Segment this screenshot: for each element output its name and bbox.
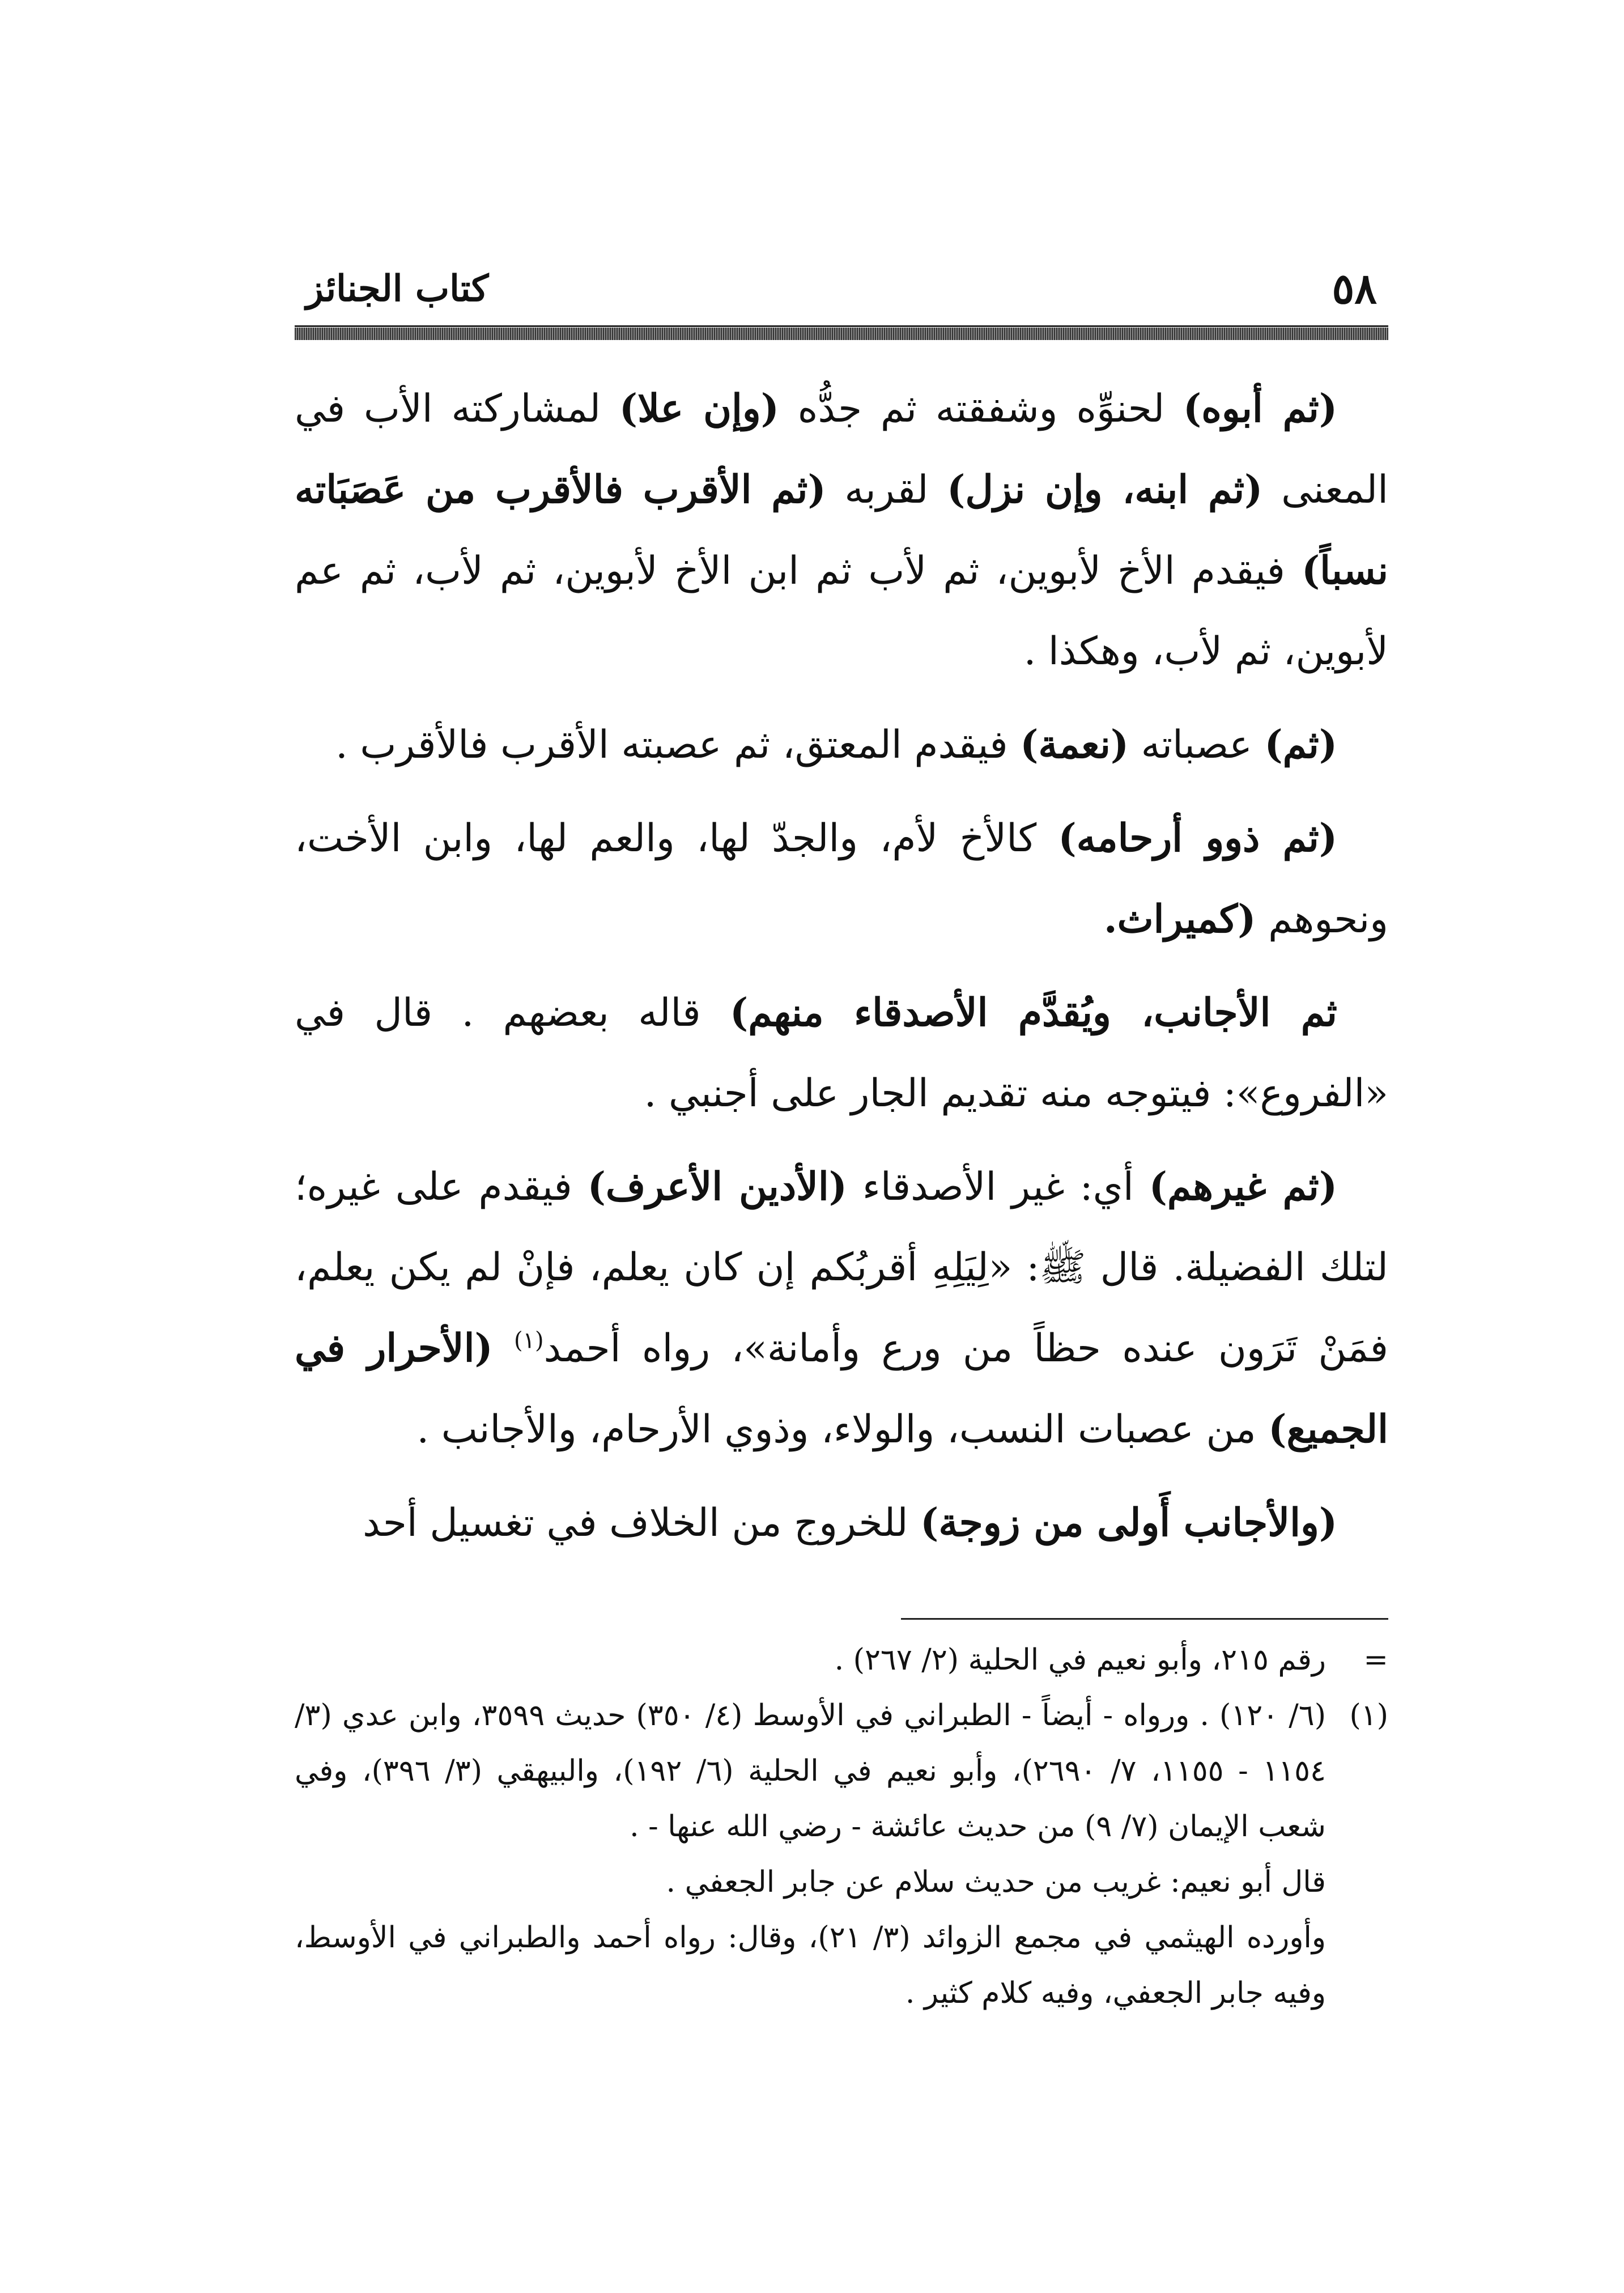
footnote-number: (١) <box>1349 1698 1388 1733</box>
sharh-text: أي: غير الأصدقاء <box>847 1165 1149 1209</box>
sharh-text: فيقدم على غيره؛ لتلك الفضيلة. قال ﷺ: «لِيَلِهِ أقربُكم إن كان يعلم، فإنْ لم يكن يعلم، فمَنْ تَرَون عنده حظاً من ورع وأمانة»، رواه أحمد <box>295 1165 1388 1371</box>
sharh-text: كالأخ لأم، والجدّ لها، والعم لها، وابن الأخت، ونحوهم <box>295 816 1388 942</box>
sharh-text: لقربه <box>826 468 947 512</box>
matn-text: (الأدين الأعرف) <box>587 1164 847 1209</box>
footnote-reference[interactable]: (١) <box>513 1327 544 1354</box>
footnote-text: قال أبو نعيم: غريب من حديث سلام عن جابر الجعفي . <box>666 1865 1326 1899</box>
footnote-1-line-2 <box>295 1854 1388 1910</box>
page-header <box>295 258 1388 326</box>
main-text <box>295 368 1388 1576</box>
paragraph-2 <box>295 704 1388 785</box>
matn-text: (نعمة) <box>1020 722 1129 767</box>
footnote-separator <box>901 1618 1388 1620</box>
paragraph-3 <box>295 798 1388 960</box>
sharh-text: فيقدم المعتق، ثم عصبته الأقرب فالأقرب . <box>335 723 1021 767</box>
page-number: ٥٨ <box>1332 265 1377 313</box>
sharh-text: لحنوِّه وشفقته ثم جدُّه <box>779 387 1184 431</box>
sharh-text: من عصبات النسب، والولاء، وذوي الأرحام، والأجانب . <box>416 1407 1269 1452</box>
sharh-text: قاله بعضهم . قال في «الفروع»: فيتوجه منه تقديم الجار على أجنبي . <box>295 991 1388 1116</box>
paragraph-6 <box>295 1483 1388 1564</box>
matn-text: (كميراث. <box>1103 897 1256 942</box>
matn-text: ثم الأجانب، ويُقدَّم الأصدقاء منهم) <box>730 990 1337 1035</box>
sharh-text: عصباته <box>1129 723 1265 767</box>
matn-text: (وإن علا) <box>619 386 779 431</box>
footnote-text: رقم ٢١٥، وأبو نعيم في الحلية (٢/ ٢٦٧) . <box>834 1643 1326 1677</box>
header-rule <box>295 325 1388 327</box>
paragraph-5 <box>295 1146 1388 1470</box>
matn-text: (والأجانب أَولى من زوجة) <box>920 1500 1337 1545</box>
matn-text: (ثم أبوه) <box>1183 386 1338 431</box>
paragraph-4 <box>295 973 1388 1134</box>
header-rule-pattern <box>295 328 1388 340</box>
sharh-text: للخروج من الخلاف في تغسيل أحد <box>363 1501 921 1545</box>
paragraph-1 <box>295 368 1388 692</box>
footnote-text: وأورده الهيثمي في مجمع الزوائد (٣/ ٢١)، وقال: رواه أحمد والطبراني في الأوسط، وفيه جابر الجعفي، وفيه كلام كثير . <box>295 1921 1326 2010</box>
matn-text: (ثم ابنه، وإن نزل) <box>947 467 1263 512</box>
continuation-mark: = <box>1363 1643 1388 1677</box>
footnote-text: (٦/ ١٢٠) . ورواه - أيضاً - الطبراني في الأوسط (٤/ ٣٥٠) حديث ٣٥٩٩، وابن عدي (٣/ ١١٥٤ - ١١٥٥، ٧/ ٢٦٩٠)، وأبو نعيم في الحلية (٦/ ١٩٢)، والبيهقي (٣/ ٣٩٦)، وفي شعب الإيمان (٧/ ٩) من حديث عائشة - رضي الله عنها - . <box>295 1698 1326 1844</box>
footnote-1 <box>295 1688 1388 1854</box>
matn-text: (ثم ذوو أرحامه) <box>1058 816 1337 861</box>
footnotes <box>295 1632 1388 2021</box>
footnote-continued <box>295 1632 1388 1688</box>
matn-text: (ثم) <box>1264 722 1337 767</box>
sharh-text: فيقدم الأخ لأبوين، ثم لأب ثم ابن الأخ لأبوين، ثم لأب، ثم عم لأبوين، ثم لأب، وهكذا . <box>295 549 1388 674</box>
matn-text: (ثم الأقرب فالأقرب من عَصَبَاته نسباً) <box>295 467 1388 593</box>
footnote-1-line-3 <box>295 1910 1388 2021</box>
sharh-text: لمشاركته الأب في المعنى <box>295 387 1389 512</box>
sharh-text <box>493 1326 514 1371</box>
matn-text: (الأحرار في الجميع) <box>295 1326 1388 1452</box>
running-title: كتاب الجنائز <box>306 267 489 310</box>
matn-text: (ثم غيرهم) <box>1149 1164 1337 1209</box>
